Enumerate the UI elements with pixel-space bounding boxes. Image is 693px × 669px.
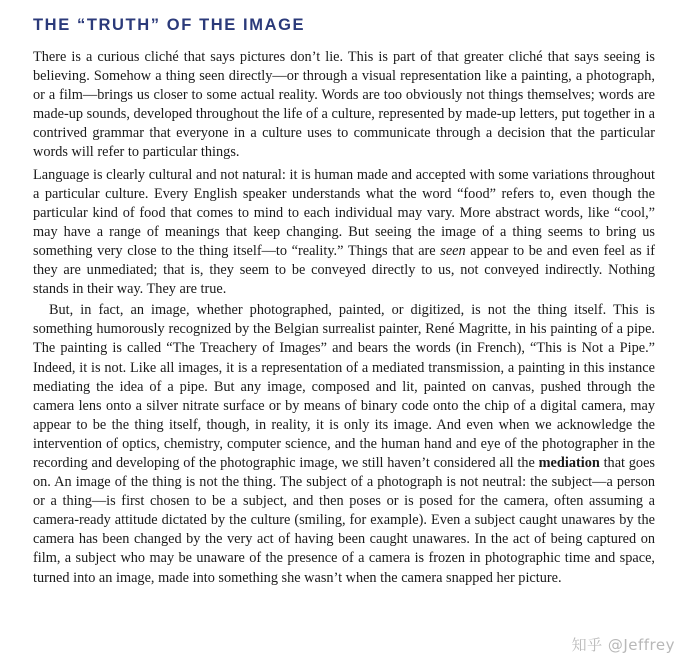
document-page — [33, 14, 655, 591]
paragraph-3 — [33, 301, 655, 587]
paragraph-2-text-a: Language is clearly cultural and not natural: it is human made and accepted with some variations throughout a particular culture. Every English speaker understands what the word “food” refers to, even though the particular kind of food that comes to mind to each individual may vary. More abstract words, like “cool,” may have a range of meanings that keep changing. But seeing the image of a thing seems to bring us something very close to the thing itself—to “reality.” Things that are — [33, 166, 655, 259]
paragraph-2-text-b: appear to be and even feel as if they are unmediated; that is, they seem to be conveyed directly to us, not conveyed indirectly. Nothing stands in their way. They are true. — [33, 242, 655, 298]
paragraph-1: There is a curious cliché that says pictures don’t lie. This is part of that greater cliché that says seeing is believing. Somehow a thing seen directly—or through a visual representation like a painting, a photograph, or a film—brings us closer to some actual reality. Words are too obviously not things themselves; words are made-up sounds, developed throughout the life of a culture, represented by made-up letters, put together in a contrived grammar that everyone in a culture uses to communicate through a decision that the particular words will refer to particular things. — [33, 49, 655, 161]
watermark: 知乎 @Jeffrey — [571, 636, 675, 654]
emphasis-seen: seen — [440, 242, 466, 259]
paragraph-3-text-a: But, in fact, an image, whether photographed, painted, or digitized, is not the thing itself. This is something humorously recognized by the Belgian surrealist painter, René Magritte, in his painting of a pipe. The painting is called “The Treachery of Images” and bears the words (in French), “This is Not a Pipe.” Indeed, it is not. Like all images, it is a representation of a mediated transmission, a painting in this instance mediating the idea of a pipe. But any image, composed and lit, painted on canvas, pushed through the camera lens onto a silver nitrate surface or by means of binary code onto the chip of a digital camera, may appear to be the thing itself, though, in reality, it is only its image. And even when we acknowledge the intervention of optics, chemistry, computer science, and the human hand and eye of the photographer in the recording and developing of the photographic image, we still haven’t considered all the — [33, 302, 655, 471]
paragraph-3-text-b: that goes on. An image of the thing is not the thing. The subject of a photograph is not neutral: the subject—a person or a thing—is first chosen to be a subject, and then poses or is posed for the camera, often assuming a camera-ready attitude dictated by the culture (smiling, for example). Even a subject caught unawares by the camera has been changed by the very act of having been caught unawares. In the act of being captured on film, a subject who may be unaware of the presence of a camera is frozen in photographic time and space, turned into an image, made into something she wasn’t when the camera snapped her picture. — [33, 454, 655, 586]
bold-term-mediation: mediation — [538, 454, 600, 471]
paragraph-2 — [33, 166, 655, 300]
section-heading: THE “TRUTH” OF THE IMAGE — [33, 16, 306, 34]
